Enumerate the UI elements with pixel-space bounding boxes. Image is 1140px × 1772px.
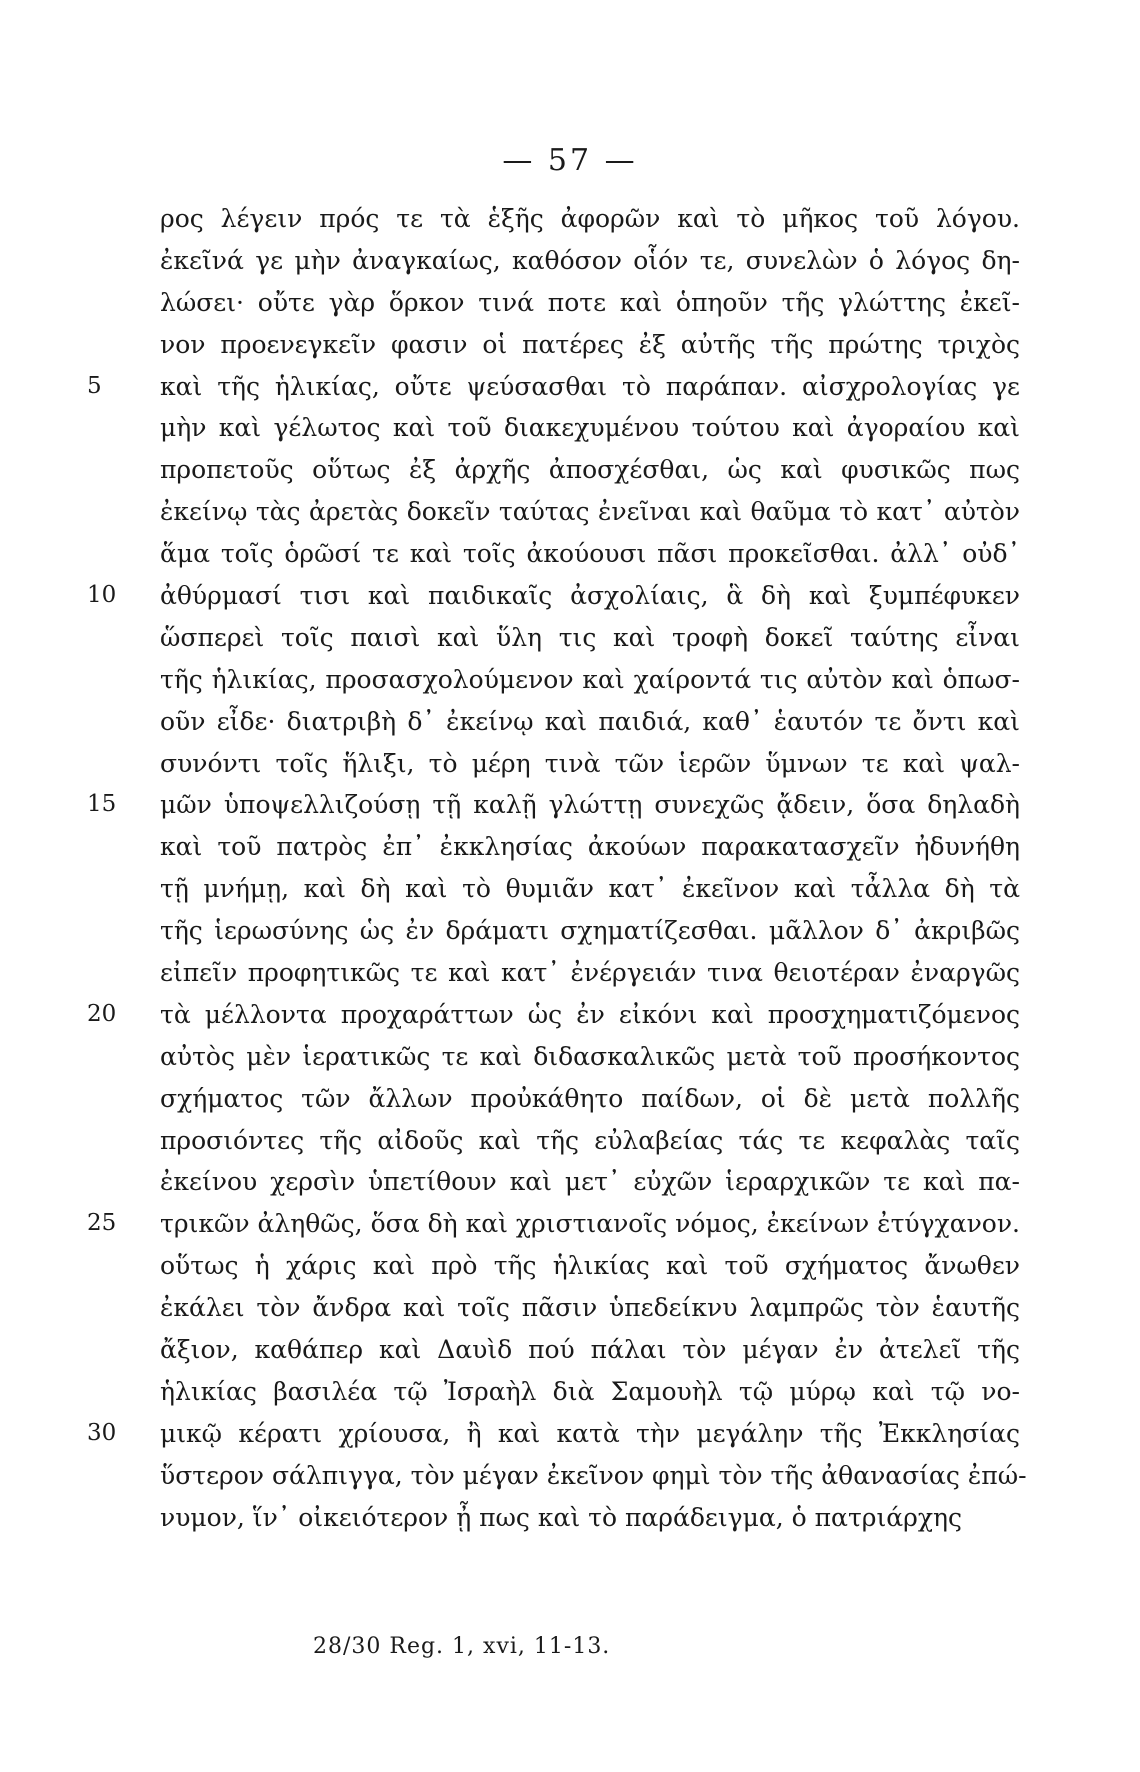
text-line (160, 1161, 1020, 1203)
text-line (160, 407, 1020, 449)
line-text: ρος λέγειν πρός τε τὰ ἑξῆς ἀφορῶν καὶ τὸ μῆκος τοῦ λόγου. (160, 204, 1020, 233)
line-text: οῦν εἶδε· διατριβὴ δ᾽ ἐκείνῳ καὶ παιδιά, καθ᾽ ἑαυτόν τε ὄντι καὶ (160, 706, 1020, 736)
line-text: προπετοῦς οὕτως ἐξ ἀρχῆς ἀποσχέσθαι, ὡς καὶ φυσικῶς πως (160, 455, 1020, 485)
line-text: νον προενεγκεῖν φασιν οἱ πατέρες ἐξ αὐτῆς τῆς πρώτης τριχὸς (160, 329, 1020, 359)
line-number: 15 (87, 791, 117, 818)
text-line (87, 1413, 1020, 1455)
line-text: καὶ τοῦ πατρὸς ἐπ᾽ ἐκκλησίας ἀκούων παρακατασχεῖν ἠδυνήθη (160, 832, 1020, 862)
text-line (160, 868, 1020, 910)
text-line (160, 910, 1020, 952)
line-number: 30 (87, 1419, 117, 1446)
text-line (160, 826, 1020, 868)
line-text: νυμον, ἵν᾽ οἰκειότερον ᾖ πως καὶ τὸ παράδειγμα, ὁ πατριάρχης (160, 1502, 962, 1532)
line-text: ἐκάλει τὸν ἄνδρα καὶ τοῖς πᾶσιν ὑπεδείκνυ λαμπρῶς τὸν ἑαυτῆς (160, 1293, 1020, 1323)
text-line (160, 1245, 1020, 1287)
text-line (160, 1371, 1020, 1413)
line-text: τῆς ἱερωσύνης ὡς ἐν δράματι σχηματίζεσθαι. μᾶλλον δ᾽ ἀκριβῶς (160, 916, 1020, 946)
line-text: σχήματος τῶν ἄλλων προὐκάθητο παίδων, οἱ δὲ μετὰ πολλῆς (160, 1083, 1020, 1113)
text-line (160, 1455, 1027, 1497)
line-text: συνόντι τοῖς ἥλιξι, τὸ μέρη τινὰ τῶν ἱερῶν ὕμνων τε καὶ ψαλ- (160, 748, 1020, 778)
text-line (87, 994, 1020, 1036)
text-line (160, 952, 1020, 994)
text-line (160, 743, 1020, 785)
line-text: τὰ μέλλοντα προχαράττων ὡς ἐν εἰκόνι καὶ προσχηματιζόμενος (160, 999, 1020, 1029)
text-line (160, 282, 1020, 324)
line-text: ἐκείνου χερσὶν ὑπετίθουν καὶ μετ᾽ εὐχῶν ἱεραρχικῶν τε καὶ πα- (160, 1167, 1020, 1197)
footnote: 28/30 Reg. 1, xvi, 11-13. (313, 1634, 611, 1659)
text-line (87, 784, 1020, 826)
text-line (160, 701, 1020, 743)
line-text: μὴν καὶ γέλωτος καὶ τοῦ διακεχυμένου τούτου καὶ ἀγοραίου καὶ (160, 413, 1020, 443)
text-line (160, 533, 1020, 575)
line-text: τρικῶν ἀληθῶς, ὅσα δὴ καὶ χριστιανοῖς νόμος, ἐκείνων ἐτύγχανον. (160, 1209, 1020, 1239)
text-line (160, 1120, 1020, 1162)
text-line (160, 1287, 1020, 1329)
line-text: εἰπεῖν προφητικῶς τε καὶ κατ᾽ ἐνέργειάν τινα θειοτέραν ἐναργῶς (160, 958, 1020, 988)
text-line (160, 240, 1020, 282)
line-text: ἄξιον, καθάπερ καὶ Δαυὶδ πού πάλαι τὸν μέγαν ἐν ἀτελεῖ τῆς (160, 1335, 1020, 1365)
text-line (160, 1329, 1020, 1371)
text-line (160, 449, 1020, 491)
body-text (87, 198, 1027, 1539)
line-text: τῆς ἡλικίας, προσασχολούμενον καὶ χαίροντά τις αὐτὸν καὶ ὁπωσ- (160, 664, 1020, 694)
line-text: καὶ τῆς ἡλικίας, οὔτε ψεύσασθαι τὸ παράπαν. αἰσχρολογίας γε (160, 371, 1020, 401)
text-line (160, 1078, 1020, 1120)
text-line (160, 198, 1020, 240)
text-line (87, 366, 1020, 408)
text-line (160, 491, 1020, 533)
line-number: 5 (87, 372, 102, 399)
text-line (87, 1203, 1020, 1245)
line-text: ἐκείνῳ τὰς ἀρετὰς δοκεῖν ταύτας ἐνεῖναι καὶ θαῦμα τὸ κατ᾽ αὐτὸν (160, 497, 1020, 527)
line-text: ἡλικίας βασιλέα τῷ Ἰσραὴλ διὰ Σαμουὴλ τῷ μύρῳ καὶ τῷ νο- (160, 1376, 1020, 1406)
text-line (160, 1036, 1020, 1078)
text-line (160, 659, 1020, 701)
line-text: προσιόντες τῆς αἰδοῦς καὶ τῆς εὐλαβείας τάς τε κεφαλὰς ταῖς (160, 1125, 1020, 1155)
line-text: ἐκεῖνά γε μὴν ἀναγκαίως, καθόσον οἷόν τε, συνελὼν ὁ λόγος δη- (160, 245, 1020, 275)
text-line (160, 1497, 1020, 1539)
line-text: λώσει· οὔτε γὰρ ὅρκον τινά ποτε καὶ ὁπηοῦν τῆς γλώττης ἐκεῖ- (160, 287, 1020, 317)
line-text: ὥσπερεὶ τοῖς παισὶ καὶ ὕλη τις καὶ τροφὴ δοκεῖ ταύτης εἶναι (160, 622, 1020, 652)
text-line (160, 617, 1020, 659)
line-text: ἅμα τοῖς ὁρῶσί τε καὶ τοῖς ἀκούουσι πᾶσι προκεῖσθαι. ἀλλ᾽ οὐδ᾽ (160, 539, 1020, 569)
line-text: ὕστερον σάλπιγγα, τὸν μέγαν ἐκεῖνον φημὶ τὸν τῆς ἀθανασίας ἐπώ- (160, 1460, 1027, 1490)
line-text: τῇ μνήμῃ, καὶ δὴ καὶ τὸ θυμιᾶν κατ᾽ ἐκεῖνον καὶ τἆλλα δὴ τὰ (160, 874, 1020, 904)
line-text: μῶν ὑποψελλιζούσῃ τῇ καλῇ γλώττῃ συνεχῶς ᾄδειν, ὅσα δηλαδὴ (160, 790, 1020, 820)
text-line (87, 575, 1020, 617)
line-text: ἀθύρμασί τισι καὶ παιδικαῖς ἀσχολίαις, ἃ δὴ καὶ ξυμπέφυκεν (160, 581, 1020, 611)
text-line (160, 324, 1020, 366)
page-number: — 57 — (502, 143, 638, 178)
line-text: αὐτὸς μὲν ἱερατικῶς τε καὶ διδασκαλικῶς μετὰ τοῦ προσήκοντος (160, 1041, 1020, 1071)
line-number: 20 (87, 1000, 117, 1027)
line-text: οὕτως ἡ χάρις καὶ πρὸ τῆς ἡλικίας καὶ τοῦ σχήματος ἄνωθεν (160, 1251, 1020, 1281)
line-number: 25 (87, 1210, 117, 1237)
line-text: μικῷ κέρατι χρίουσα, ἢ καὶ κατὰ τὴν μεγάλην τῆς Ἐκκλησίας (160, 1418, 1020, 1448)
line-number: 10 (87, 582, 117, 609)
